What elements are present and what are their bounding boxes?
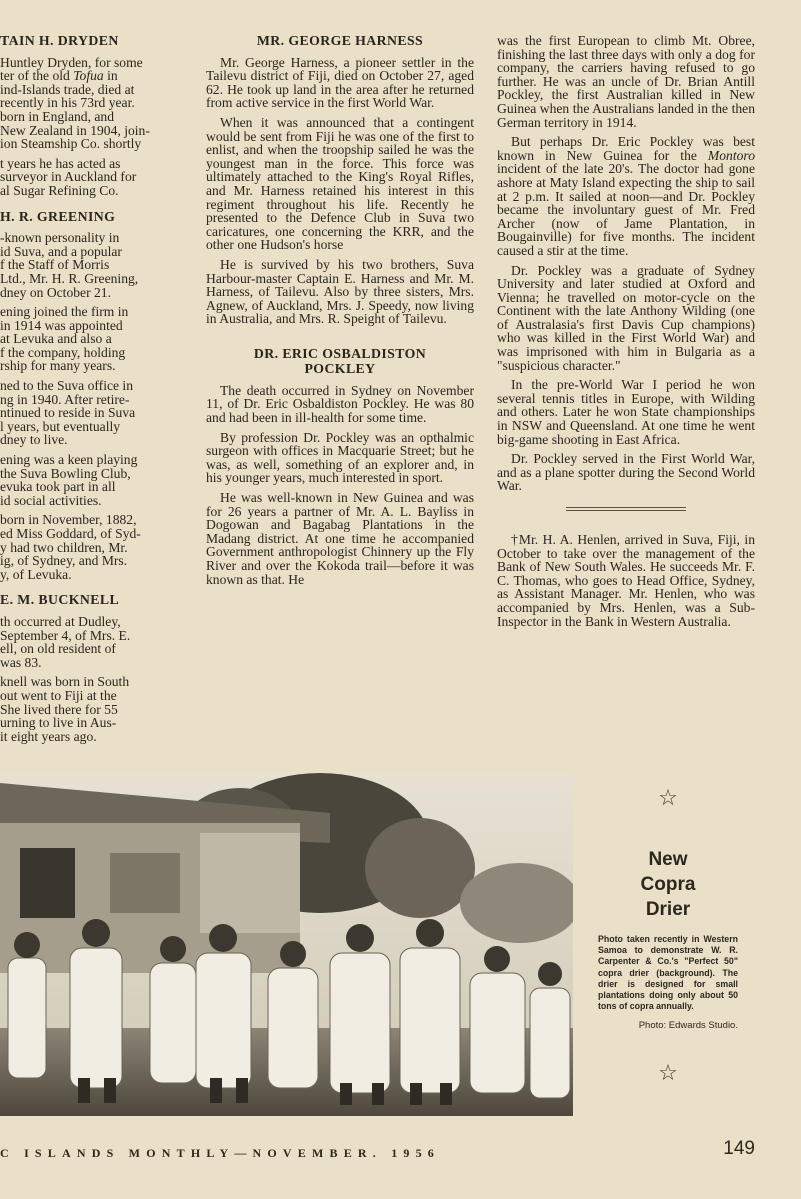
text-line: f the Staff of Morris	[0, 257, 110, 273]
text-line: ntinued to reside in Suva	[0, 405, 136, 421]
star-icon: ☆	[658, 1061, 678, 1087]
middle-column	[206, 34, 474, 592]
text-line: id Suva, and a popular	[0, 243, 122, 259]
caption-body: Photo taken recently in Western Samoa to demonstrate W. R. Carpenter & Co.'s "Perfect 50" copra drier (background). The drier is designed for small plantations doing only about 50 tons of copra annually.	[598, 934, 738, 1012]
text-line: rship for many years.	[0, 358, 116, 374]
text-line: ening was a keen playing	[0, 452, 138, 468]
obituary-heading-dryden: TAIN H. DRYDEN	[0, 34, 119, 48]
caption-title-line: New	[648, 849, 688, 870]
text-line: September 4, of Mrs. E.	[0, 627, 131, 643]
text-line: t years he has acted as	[0, 155, 121, 171]
text-line: evuka took part in all	[0, 479, 116, 495]
page-number: 149	[723, 1138, 755, 1159]
text-line: it eight years ago.	[0, 728, 97, 744]
star-icon: ☆	[658, 786, 678, 811]
ship-name: Montoro	[707, 147, 755, 163]
photo-caption	[598, 786, 738, 1086]
text-line: dney to live.	[0, 432, 68, 448]
left-column	[0, 34, 188, 749]
photo-credit: Photo: Edwards Studio.	[638, 1020, 738, 1032]
text-line: th occurred at Dudley,	[0, 613, 121, 629]
greening-paragraph-2	[0, 305, 188, 373]
text-line: y, of Levuka.	[0, 566, 72, 582]
pockley-paragraph-2: By profession Dr. Pockley was an opthalmic surgeon with offices in Macquarie Street; but he was, as well, something of an explorer and, in his younger years, much interested in sport.	[206, 429, 474, 486]
text-line: recently in his 73rd year.	[0, 95, 135, 111]
text-line: ed Miss Goddard, of Syd-	[0, 526, 141, 541]
paragraph-text: But perhaps Dr. Eric Pockley was best known in New Guinea for the	[497, 134, 755, 163]
henlen-paragraph: †Mr. H. A. Henlen, arrived in Suva, Fiji, in October to take over the management of the Bank of New South Wales. He succeeds Mr. F. C. Thomas, who goes to Head Office, Sydney, as Assistant Manager. Mr. Henlen, who was accompanied by Mrs. Henlen, was a Sub-Inspector in the Bank in Western Australia.	[497, 532, 755, 629]
text-line: Huntley Dryden, for some	[0, 54, 143, 70]
copra-drier-photo	[0, 773, 573, 1116]
obituary-heading-greening: H. R. GREENING	[0, 208, 116, 224]
pockley-paragraph-3: He was well-known in New Guinea and was for 26 years a partner of Mr. A. L. Bayliss in Dogowan and Bagabag Plantations in the Madang district. At one time he accompanied Government anthropologist Chinnery up the Fly River and over the Kokoda trail—before it was known as that. He	[206, 490, 474, 587]
text-line: ig, of Sydney, and Mrs.	[0, 553, 128, 569]
dryden-paragraph-2	[0, 157, 188, 198]
text-line: ion Steamship Co. shortly	[0, 136, 142, 152]
obituary-heading-pockley	[206, 346, 474, 376]
publication-footer: C ISLANDS MONTHLY—NOVEMBER. 1956	[0, 1146, 440, 1160]
photo-illustration	[0, 773, 573, 1116]
text-line: ned to the Suva office in	[0, 378, 134, 394]
pockley-paragraph-8: Dr. Pockley served in the First World War, and as a plane spotter during the Second World War.	[497, 451, 755, 494]
text-line: knell was born in South	[0, 674, 130, 690]
text-line: Ltd., Mr. H. R. Greening,	[0, 270, 139, 286]
pockley-paragraph-7: In the pre-World War I period he won several tennis titles in Europe, with Wilding and others. Later he won State championships in NSW and Queensland. At one time he went big-game shooting in East Africa.	[497, 377, 755, 447]
text-line: She lived there for 55	[0, 701, 118, 717]
bucknell-paragraph-2	[0, 675, 188, 743]
greening-paragraph-1	[0, 231, 188, 299]
text-line: ng in 1940. After retire-	[0, 391, 130, 407]
text-line: id social activities.	[0, 492, 102, 508]
caption-title	[598, 847, 738, 922]
pockley-heading-line-1: DR. ERIC OSBALDISTON	[253, 345, 427, 361]
caption-title-line: Copra	[640, 874, 696, 895]
ship-name: Tofua	[73, 68, 104, 84]
text-line: the Suva Bowling Club,	[0, 465, 131, 481]
pockley-paragraph-5	[497, 135, 755, 257]
text-line: al Sugar Refining Co.	[0, 182, 119, 198]
text-line: y had two children, Mr.	[0, 539, 128, 555]
harness-paragraph-3: He is survived by his two brothers, Suva Harbour-master Captain E. Harness and Mr. M. Harness, of Tailevu. Also by three sisters, Mrs. Agnew, of Auckland, Mrs. J. Speedy, now living in Australia, and Mrs. R. Speight of Tailevu.	[206, 256, 474, 327]
pockley-paragraph-4: was the first European to climb Mt. Obree, finishing the last three days with only a dog for company, the carriers having refused to go further. He was an uncle of Dr. Brian Antill Pockley, the first Australian killed in New Guinea when the Australians landed in the then German territory in 1914.	[497, 33, 755, 130]
pockley-paragraph-6: Dr. Pockley was a graduate of Sydney University and later studied at Oxford and Vienna; he travelled on motor-cycle on the Continent with the late Anthony Wilding (one of Australasia's first Davis Cup champions) who was killed in the First World War) and was imprisoned with him in Bulgaria as a "suspicious character."	[497, 262, 755, 373]
bucknell-paragraph-1	[0, 615, 188, 669]
text-line: ter of the old Tofua in	[0, 68, 118, 84]
dryden-paragraph-1	[0, 56, 188, 151]
text-line: f the company, holding	[0, 344, 126, 360]
greening-paragraph-4	[0, 453, 188, 507]
text-line: -known personality in	[0, 230, 120, 246]
caption-title-line: Drier	[645, 899, 691, 920]
right-column	[497, 34, 755, 634]
text-line: in 1914 was appointed	[0, 317, 123, 333]
text-line: born in November, 1882,	[0, 512, 137, 528]
text-line: surveyor in Auckland for	[0, 169, 137, 185]
text-line: ening joined the firm in	[0, 304, 129, 320]
greening-paragraph-5	[0, 513, 188, 581]
greening-paragraph-3	[0, 379, 188, 447]
text-line: born in England, and	[0, 108, 115, 124]
obituary-heading-bucknell: E. M. BUCKNELL	[0, 592, 120, 608]
obituary-heading-harness: MR. GEORGE HARNESS	[256, 33, 424, 48]
text-line: was 83.	[0, 654, 42, 670]
text-line: urning to live in Aus-	[0, 715, 117, 731]
text-line: New Zealand in 1904, join-	[0, 122, 150, 138]
pockley-paragraph-1: The death occurred in Sydney on November 11, of Dr. Eric Osbaldiston Pockley. He was 80 and had been in ill-health for some time.	[206, 382, 474, 426]
text-line: at Levuka and also a	[0, 331, 112, 347]
text-line: ind-Islands trade, died at	[0, 81, 135, 97]
text-line: out went to Fiji at the	[0, 687, 117, 703]
paragraph-text: incident of the late 20's. The doctor had gone ashore at Maty Island expecting the ship to sail at 2 p.m. It sailed at noon—and Dr. Pockley became the involuntary guest of Mr. Fred Archer (now of Jame Plantation, in Bougainville) for five months. The incident caused a stir at the time.	[497, 161, 755, 258]
text-line: ell, on old resident of	[0, 641, 116, 657]
text-line: l years, but eventually	[0, 418, 121, 434]
text-line: dney on October 21.	[0, 284, 111, 300]
harness-paragraph-1: Mr. George Harness, a pioneer settler in the Tailevu district of Fiji, died on October 27, aged 62. He took up land in the area after he returned from active service in the first World War.	[206, 54, 474, 111]
section-divider	[566, 507, 686, 511]
harness-paragraph-2: When it was announced that a contingent would be sent from Fiji he was one of the first to enlist, and when the troopship sailed he was the youngest man in the force. This force was ultimately attached to the King's Royal Rifles, and Mr. Harness retained his interest in this regiment throughout his life. Recently he presented to the Defence Club in Suva two caricatures, one concerning the KRR, and the other one Hudson's horse	[206, 114, 474, 253]
pockley-heading-line-2: POCKLEY	[304, 360, 376, 376]
